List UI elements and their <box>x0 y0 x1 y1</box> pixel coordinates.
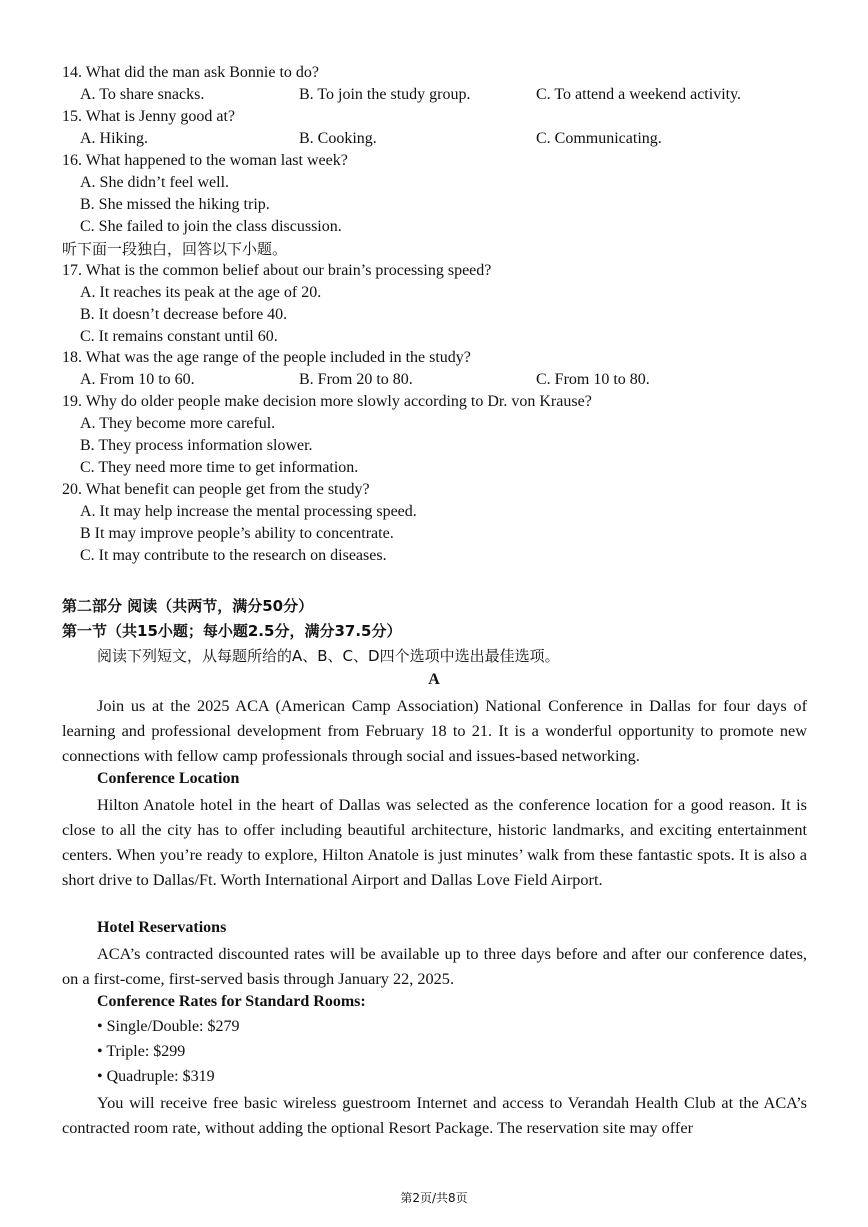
closing-paragraph <box>62 1090 807 1140</box>
question-16: 16. What happened to the woman last week? <box>62 152 348 169</box>
page-footer: 第2页/共8页 <box>400 1191 468 1205</box>
section1-instruction: 阅读下列短文，从每题所给的A、B、C、D四个选项中选出最佳选项。 <box>97 647 560 665</box>
option-c: C. They need more time to get information. <box>80 459 359 476</box>
option-b: B. Cooking. <box>299 130 377 147</box>
location-paragraph <box>62 792 807 892</box>
intro-text: Join us at the 2025 ACA (American Camp Association) National Conference in Dallas for four days of learning and professional development from February 18 to 21. It is a wonderful opportunity to promote new connections with fellow camp professionals through social and issues-based networking. <box>62 696 807 765</box>
option-a: A. From 10 to 60. <box>80 371 195 388</box>
question-19: 19. Why do older people make decision more slowly according to Dr. von Krause? <box>62 393 592 410</box>
reservations-text: ACA’s contracted discounted rates will be available up to three days before and after our conference dates, on a first-come, first-served basis through January 22, 2025. <box>62 944 807 988</box>
question-20: 20. What benefit can people get from the study? <box>62 481 370 498</box>
intro-paragraph <box>62 693 807 768</box>
rate-single-double: • Single/Double: $279 <box>97 1018 240 1035</box>
option-c: C. To attend a weekend activity. <box>536 86 742 103</box>
option-c: C. She failed to join the class discussion. <box>80 218 342 235</box>
monologue-instruction: 听下面一段独白，回答以下小题。 <box>62 240 288 258</box>
rate-triple: • Triple: $299 <box>97 1043 186 1060</box>
section1-title: 第一节（共15小题；每小题2.5分，满分37.5分） <box>62 622 402 640</box>
option-a: A. It may help increase the mental processing speed. <box>80 503 417 520</box>
option-c: C. Communicating. <box>536 130 662 147</box>
question-14-options <box>80 85 810 105</box>
location-text: Hilton Anatole hotel in the heart of Dallas was selected as the conference location for a good reason. It is close to all the city has to offer including beautiful architecture, historic landmarks, and exciting entertainment centers. When you’re ready to explore, Hilton Anatole is just minutes’ walk from these fantastic spots. It is also a short drive to Dallas/Ft. Worth International Airport and Dallas Love Field Airport. <box>62 795 807 889</box>
location-heading: Conference Location <box>97 770 240 787</box>
option-c: C. It remains constant until 60. <box>80 328 278 345</box>
question-18: 18. What was the age range of the people included in the study? <box>62 349 471 366</box>
option-b: B It may improve people’s ability to concentrate. <box>80 525 394 542</box>
question-17: 17. What is the common belief about our brain’s processing speed? <box>62 262 492 279</box>
option-c: C. From 10 to 80. <box>536 371 650 388</box>
option-a: A. Hiking. <box>80 130 148 147</box>
question-15: 15. What is Jenny good at? <box>62 108 236 125</box>
option-b: B. She missed the hiking trip. <box>80 196 270 213</box>
question-18-options <box>80 370 810 390</box>
reservations-paragraph <box>62 941 807 991</box>
option-a: A. It reaches its peak at the age of 20. <box>80 284 322 301</box>
option-a: A. She didn’t feel well. <box>80 174 230 191</box>
part2-title: 第二部分 阅读（共两节，满分50分） <box>62 597 314 615</box>
rates-heading: Conference Rates for Standard Rooms: <box>97 993 366 1010</box>
option-b: B. To join the study group. <box>299 86 471 103</box>
rate-quadruple: • Quadruple: $319 <box>97 1068 215 1085</box>
option-b: B. It doesn’t decrease before 40. <box>80 306 288 323</box>
option-b: B. They process information slower. <box>80 437 313 454</box>
passage-letter: A <box>428 671 440 688</box>
question-15-options <box>80 129 810 149</box>
question-14: 14. What did the man ask Bonnie to do? <box>62 64 319 81</box>
option-c: C. It may contribute to the research on diseases. <box>80 547 387 564</box>
option-a: A. To share snacks. <box>80 86 205 103</box>
reservations-heading: Hotel Reservations <box>97 919 227 936</box>
closing-text: You will receive free basic wireless guestroom Internet and access to Verandah Health Club at the ACA’s contracted room rate, without adding the optional Resort Package. The reservation site may offer <box>62 1093 807 1137</box>
option-b: B. From 20 to 80. <box>299 371 413 388</box>
option-a: A. They become more careful. <box>80 415 276 432</box>
